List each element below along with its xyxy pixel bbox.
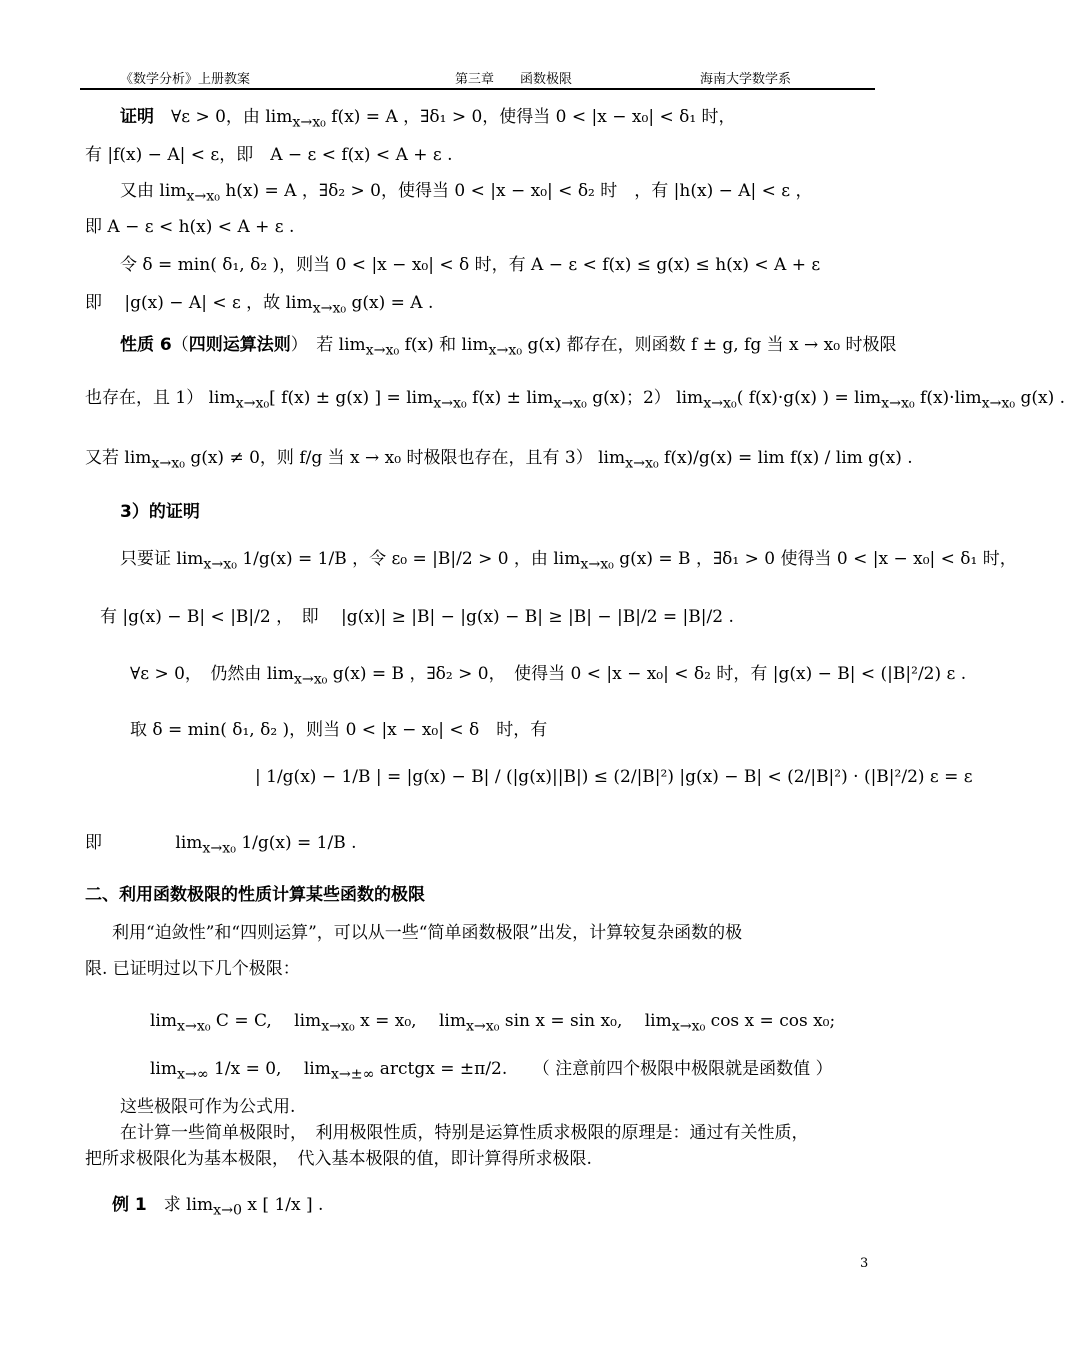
header-right: 海南大学数学系 [700,72,792,87]
text-line-10: 3）的证明 [120,502,200,522]
text-line-18: 利用“迫敛性”和“四则运算”，可以从一些“简单函数极限”出发，计算较复杂函数的极 [112,923,743,943]
text-line-9: 又若 $\lim_{x\to x_0} g(x) \ne 0$，则 f/g 当 x → x₀ 时极限也存在，且有 3） $\lim_{x\to x_0} f(x)/g(x) = \lim f(x) / \lim g(x)$ . [85,448,913,472]
text-line-23: 在计算一些简单极限时， 利用极限性质，特别是运算性质求极限的原理是：通过有关性质， [120,1123,809,1143]
text-line-14: 取 δ = min( δ₁, δ₂ )，则当 0 < |x − x₀| < δ 时，有 [130,720,548,740]
text-line-22: 这些极限可作为公式用. [120,1097,296,1117]
text-line-8: 也存在，且 1） $\lim_{x\to x_0}$[ f(x) ± g(x) ] = $\lim_{x\to x_0} f(x) \pm \lim_{x\to x_0} g(x)$；2） $\lim_{x\to x_0}$( f(x)·g(x) ) = $\lim_{x\to x_0} f(x)\cdot\lim_{x\to x_0}$ g(x) . [85,388,1065,412]
text-line-4: 即 A − ε < h(x) < A + ε . [85,217,295,237]
text-line-5: 令 δ = min( δ₁, δ₂ )，则当 0 < |x − x₀| < δ 时，有 A − ε < f(x) ≤ g(x) ≤ h(x) < A + ε [120,255,821,275]
text-line-6: 即 |g(x) − A| < ε ，故 $\lim_{x\to x_0} g(x) = A$ . [85,293,434,317]
text-line-3: 又由 $\lim_{x\to x_0} h(x) = A$ ，∃δ₂ > 0，使得当 0 < |x − x₀| < δ₂ 时 ，有 |h(x) − A| < ε ， [120,181,813,205]
text-line-2: 有 |f(x) − A| < ε，即 A − ε < f(x) < A + ε . [85,145,453,165]
header-center: 第三章 函数极限 [455,72,573,87]
header-left: 《数学分析》上册教案 [120,72,251,87]
text-line-17: 二、利用函数极限的性质计算某些函数的极限 [85,885,425,905]
text-line-12: 有 |g(x) − B| < |B|/2 ， 即 |g(x)| ≥ |B| − |g(x) − B| ≥ |B| − |B|/2 = |B|/2 . [100,607,734,627]
text-line-13: ∀ε > 0， 仍然由 $\lim_{x\to x_0} g(x) = B$ ，∃δ₂ > 0， 使得当 0 < |x − x₀| < δ₂ 时，有 |g(x) − B| < (|B|²/2) ε . [130,664,967,688]
text-line-11: 只要证 $\lim_{x\to x_0} 1/g(x) = 1/B$ ，令 ε₀ = |B|/2 > 0 ，由 $\lim_{x\to x_0} g(x) = B$ ，∃δ₁ > 0 使得当 0 < |x − x₀| < δ₁ 时， [120,549,1017,573]
header-rule [80,88,875,90]
text-line-7: 性质 6（四则运算法则） 若 $\lim_{x\to x_0} f(x)$ 和 $\lim_{x\to x_0} g(x)$ 都存在，则函数 f ± g, fg 当 x → x₀ 时极限 [120,335,897,359]
text-line-25: 例 1 求 $\lim_{x\to 0} x$ [ 1/x ] . [112,1195,324,1219]
text-line-16: 即 $\lim_{x\to x_0} 1/g(x) = 1/B$ . [85,833,357,857]
text-line-15: | 1/g(x) − 1/B | = |g(x) − B| / (|g(x)||B|) ≤ (2/|B|²) |g(x) − B| < (2/|B|²) · (|B|²/2) ε = ε [255,767,973,787]
text-line-24: 把所求极限化为基本极限， 代入基本极限的值，即计算得所求极限. [85,1149,592,1169]
text-line-20: $\lim_{x\to x_0} C = C$, $\lim_{x\to x_0} x = x_0$, $\lim_{x\to x_0} \sin x = \sin x_0$, $\lim_{x\to x_0} \cos x = \cos x_0$; [150,1011,836,1035]
text-line-1: 证明 ∀ε > 0，由 $\lim_{x\to x_0} f(x) = A$ ，∃δ₁ > 0，使得当 0 < |x − x₀| < δ₁ 时， [120,107,736,131]
text-line-21: $\lim_{x\to\infty} 1/x = 0$, $\lim_{x\to\pm\infty}$ arctgx = ±π/2. （ 注意前四个极限中极限就是函数值 ） [150,1059,833,1083]
page-number: 3 [860,1256,869,1271]
text-line-19: 限. 已证明过以下几个极限： [85,959,300,979]
